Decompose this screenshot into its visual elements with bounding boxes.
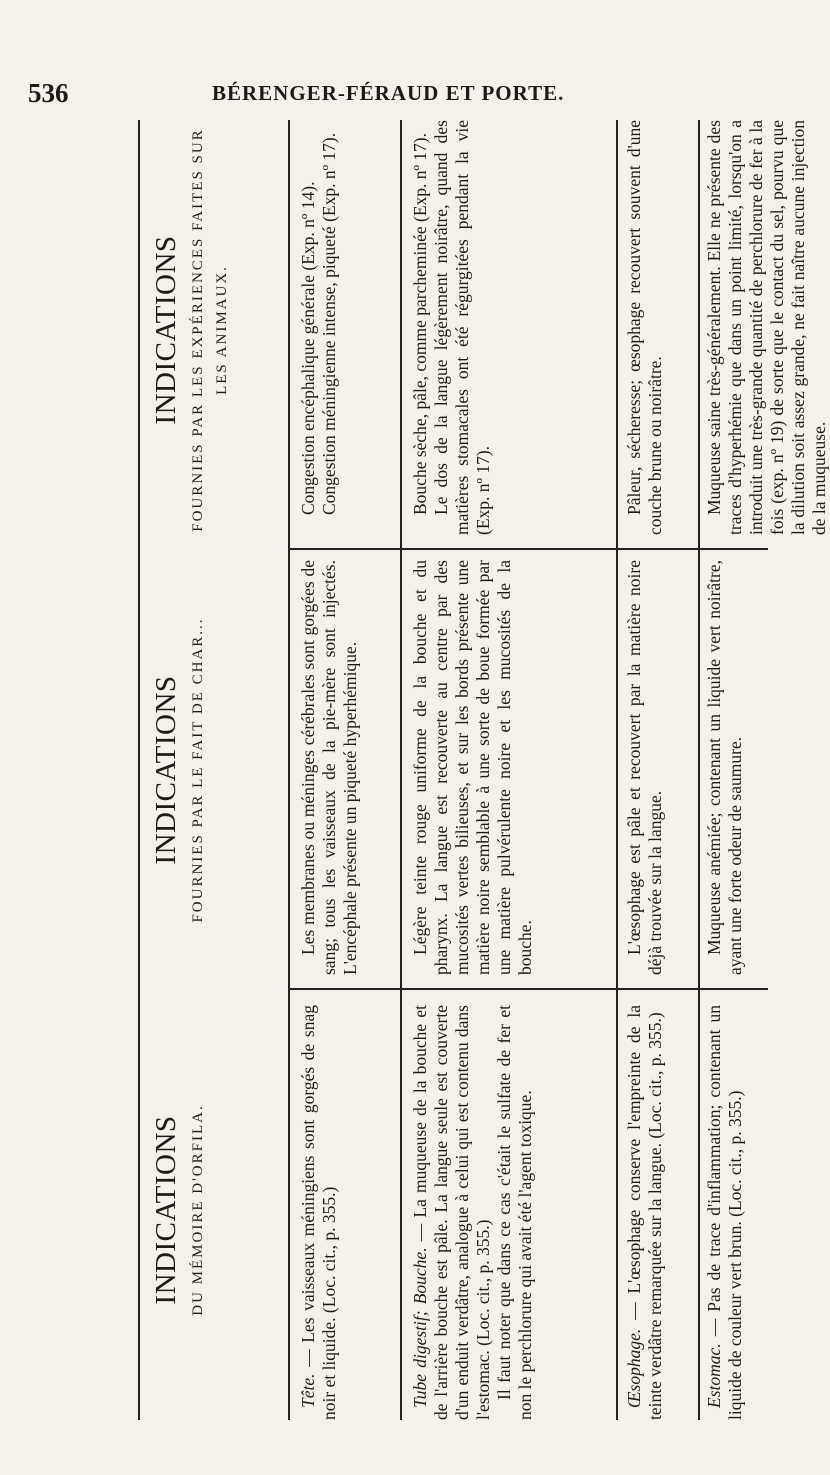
column-subtitle: DU MÉMOIRE D'ORFILA. xyxy=(190,1104,206,1316)
row-text: Congestion méningienne intense, piqueté (Exp. nº 17). xyxy=(319,132,339,515)
page-number: 536 xyxy=(28,78,69,108)
row-text: Muqueuse anémiée; contenant un liquide vert noirâtre, ayant une forte odeur de saumure. xyxy=(704,560,745,975)
cell-orfila xyxy=(410,1005,536,1420)
cell-orfila xyxy=(298,1005,340,1420)
row-note: Il faut noter que dans ce cas c'était le sulfate de fer et non le perchlorure qui avait été l'agent toxique. xyxy=(494,1005,535,1420)
row-separator xyxy=(400,120,402,1420)
row-lead: Œsophage. xyxy=(624,1328,644,1408)
table-row xyxy=(704,120,829,1420)
column-divider xyxy=(288,988,768,990)
row-separator xyxy=(698,120,700,1420)
row-text: Le dos de la langue légèrement noirâtre, quand des matières stomacales ont été régurgitées pendant la vie (Exp. nº 17). xyxy=(431,120,493,535)
column-title: INDICATIONS xyxy=(150,1115,182,1305)
cell-animaux xyxy=(298,120,340,535)
column-title: INDICATIONS xyxy=(150,675,182,865)
row-separator xyxy=(616,120,618,1420)
row-text: Les membranes ou méninges cérébrales sont gorgées de sang; tous les vaisseaux de la pie-mère sont injectés. L'encéphale présente un piqueté hyperhémique. xyxy=(298,560,360,975)
row-text: Pâleur, sécheresse; œsophage recouvert souvent d'une couche brune ou noirâtre. xyxy=(624,120,665,535)
column-header-animaux xyxy=(138,120,288,540)
table-row xyxy=(298,120,393,1420)
cell-animaux xyxy=(410,120,494,535)
row-lead: Tube digestif; Bouche. xyxy=(410,1247,430,1408)
cell-orfila xyxy=(704,1005,746,1420)
row-lead: Tête. xyxy=(298,1373,318,1408)
row-text: Muqueuse saine très-généralement. Elle ne présente des traces d'hyperhémie que dans un point limité, lorsqu'on a introduit une très-grande quantité de perchlorure de fer à la fois (exp. nº 19) de sorte que le contact du sel, pourvu que la dilution soit assez grande, ne fait naître aucune injection de la muqueuse. xyxy=(704,120,829,535)
row-text: Bouche sèche, pâle, comme parcheminée (Exp. nº 17). xyxy=(410,132,430,515)
column-divider xyxy=(288,548,768,550)
header-rule xyxy=(288,120,290,1420)
row-text: — L'œsophage conserve l'empreinte de la teinte verdâtre remarquée sur la langue. (Loc. cit., p. 355.) xyxy=(624,1005,665,1420)
column-header-orfila xyxy=(138,1000,288,1420)
cell-animaux xyxy=(704,120,830,535)
row-lead: Estomac. xyxy=(704,1343,724,1408)
cell-animaux xyxy=(624,120,666,535)
row-text: — Pas de trace d'inflammation; contenant un liquide de couleur vert brun. (Loc. cit., p. 355.) xyxy=(704,1005,745,1420)
table-row xyxy=(410,120,605,1420)
row-text: — La muqueuse de la bouche et de l'arrière bouche est pâle. La langue seule est couverte d'un enduit verdâtre, analogue à celui qui est contenu dans l'estomac. (Loc. cit., p. 355.) xyxy=(410,1005,493,1420)
row-text: Congestion encéphalique générale (Exp. nº 14). xyxy=(298,181,318,515)
comparison-table xyxy=(138,120,829,1420)
cell-char xyxy=(624,560,666,975)
row-text: — Les vaisseaux méningiens sont gorgés de snag noir et liquide. (Loc. cit., p. 355.) xyxy=(298,1005,339,1420)
column-subtitle: FOURNIES PAR LE FAIT DE CHAR... xyxy=(190,617,206,923)
column-title: INDICATIONS xyxy=(150,235,182,425)
cell-char xyxy=(298,560,361,975)
row-text: L'œsophage est pâle et recouvert par la matière noire déjà trouvée sur la langue. xyxy=(624,560,665,975)
cell-char xyxy=(410,560,536,975)
row-text: Légère teinte rouge uniforme de la bouche et du pharynx. La langue est recouverte au centre par des mucosités vertes bilieuses, et sur les bords présente une matière noire semblable à une sorte de boue formée par une matière pulvérulente noire et les mucosités de la bouche. xyxy=(410,560,535,975)
cell-char xyxy=(704,560,746,975)
running-title: BÉRENGER-FÉRAUD ET PORTE. xyxy=(212,81,565,105)
table-row xyxy=(624,120,694,1420)
column-subtitle: FOURNIES PAR LES EXPÉRIENCES FAITES SUR LES ANIMAUX. xyxy=(190,128,230,532)
cell-orfila xyxy=(624,1005,666,1420)
page-header xyxy=(0,78,800,114)
column-header-char xyxy=(138,560,288,980)
